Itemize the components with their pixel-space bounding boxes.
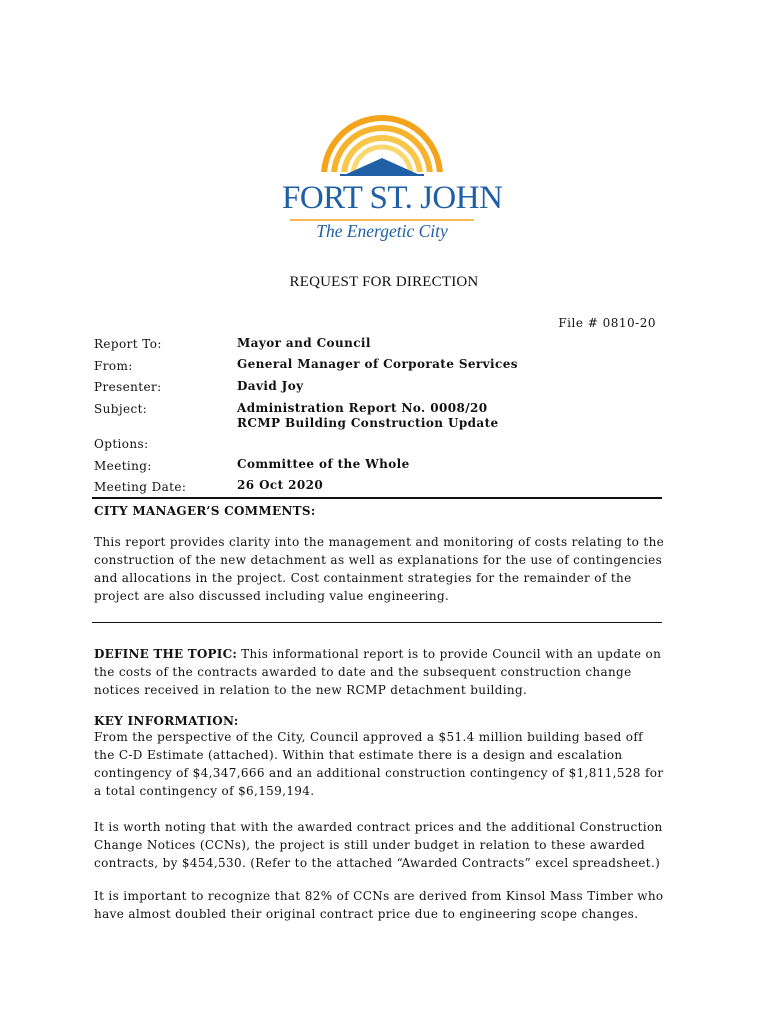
section-divider	[92, 622, 662, 623]
key-information-paragraph-2: It is worth noting that with the awarded contract prices and the additional Construction Change Notices (CCNs), the project is still under budget in relation to these awarded contracts, by $454,530. (Refer to the attached “Awarded Contracts” excel spreadsheet.)	[94, 820, 663, 870]
define-topic-paragraph	[94, 645, 666, 699]
report-to-label: Report To:	[94, 337, 162, 351]
from-label: From:	[94, 359, 133, 373]
report-to-value: Mayor and Council	[237, 336, 371, 350]
file-number: File # 0810-20	[558, 316, 656, 330]
meeting-date-label: Meeting Date:	[94, 480, 187, 494]
city-manager-heading: CITY MANAGER’S COMMENTS:	[94, 504, 316, 518]
logo-tagline: The Energetic City	[316, 221, 448, 241]
key-information-paragraph-1: From the perspective of the City, Council approved a $51.4 million building based off the C-D Estimate (attached). Within that estimate there is a design and escalation contingency of $4,347,666 and an additional construction contingency of $1,811,528 for a total contingency of $6,159,194.	[94, 730, 664, 798]
logo-wordmark: FORT ST. JOHN	[282, 180, 503, 216]
subject-label: Subject:	[94, 402, 148, 416]
meeting-label: Meeting:	[94, 459, 152, 473]
header-divider	[92, 497, 662, 499]
define-topic-text: This informational report is to provide Council with an update on the costs of the contracts awarded to date and the subsequent construction change notices received in relation to the new RCMP detachment building.	[94, 647, 662, 697]
from-value: General Manager of Corporate Services	[237, 357, 518, 371]
meeting-value: Committee of the Whole	[237, 457, 410, 471]
options-label: Options:	[94, 437, 149, 451]
city-manager-text: This report provides clarity into the management and monitoring of costs relating to the construction of the new detachment as well as explanations for the use of contingencies and allocations in the project. Cost containment strategies for the remainder of the project are also discussed including value engineering.	[94, 535, 665, 603]
meeting-date-value: 26 Oct 2020	[237, 478, 324, 492]
key-information-paragraph-3: It is important to recognize that 82% of CCNs are derived from Kinsol Mass Timber who have almost doubled their original contract price due to engineering scope changes.	[94, 889, 664, 921]
key-information-heading: KEY INFORMATION:	[94, 714, 239, 728]
presenter-label: Presenter:	[94, 380, 162, 394]
subject-value-line2: RCMP Building Construction Update	[237, 416, 499, 430]
document-title: REQUEST FOR DIRECTION	[289, 274, 479, 290]
define-topic-heading: DEFINE THE TOPIC:	[94, 647, 237, 661]
subject-value-line1: Administration Report No. 0008/20	[237, 401, 488, 415]
presenter-value: David Joy	[237, 379, 304, 393]
